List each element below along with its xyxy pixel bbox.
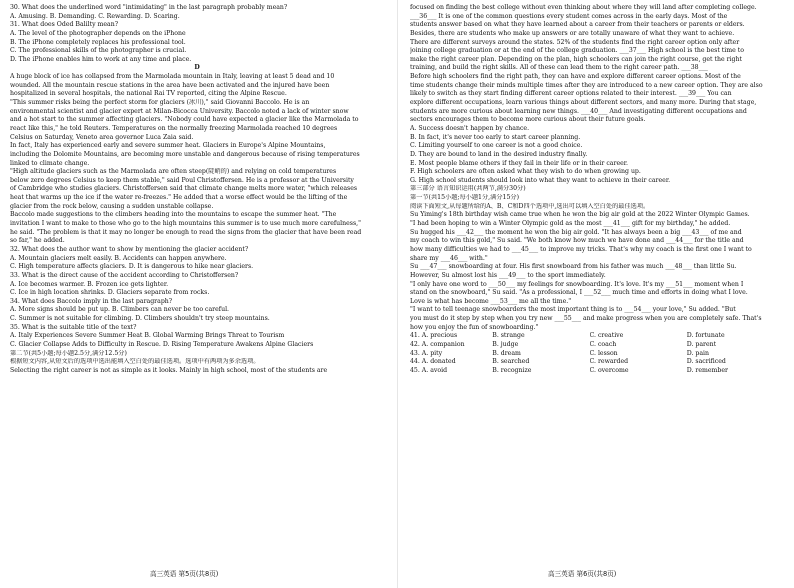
word-bank-option: 43. A. pity: [410, 349, 443, 357]
right-line: students answer based on what they have learned about a career from their teachers or parents or elders.: [410, 21, 745, 29]
word-bank-option: B. recognize: [492, 366, 532, 374]
page-footer-right: 高三英语 第6页(共8页): [548, 570, 617, 578]
left-line: C. Ice in high location shrinks. D. Glaciers separate from rocks.: [10, 289, 210, 297]
right-line: Su hugged his ___42___ the moment he won the big air gold. "It has always been a big ___43___ of me and: [410, 228, 742, 236]
left-line: environmental scientist and glacier expert at Milan-Bicocca University. Baccolo noted a lack of winter snow: [10, 107, 349, 115]
word-bank-option: 41. A. precious: [410, 332, 458, 340]
right-line: F. High schoolers are often asked what they wish to do when growing up.: [410, 168, 641, 176]
word-bank-option: B. strange: [492, 332, 525, 340]
left-line: A. Amusing. B. Demanding. C. Rewarding. D. Scaring.: [10, 12, 180, 20]
left-line: invitation I want to make to those who go to the high mountains this summer is to use much more carefulness,": [10, 220, 361, 228]
right-line: share my ___46___ with.": [410, 254, 488, 262]
right-line: Su ___47___ snowboarding at four. His first snowboard from his father was much ___48___ than little Su.: [410, 263, 737, 271]
right-line: 阅读下面短文,从每题所给的A、B、C和D四个选项中,选出可以填入空白处的最佳选项。: [410, 202, 650, 210]
right-line: A. Success doesn't happen by chance.: [410, 124, 530, 132]
right-line: Besides, there are students who make up answers or are totally unaware of what they want to achieve.: [410, 29, 735, 37]
word-bank-option: C. overcome: [589, 366, 629, 374]
word-bank-option: D. fortunate: [686, 332, 725, 340]
left-line: C. Summer is not suitable for climbing. D. Climbers shouldn't try steep mountains.: [10, 315, 270, 323]
left-line: B. The iPhone completely replaces his professional tool.: [10, 38, 186, 46]
left-line: glacier from the rock below, causing a sudden unstable collapse.: [10, 202, 214, 210]
left-line: In fact, Italy has experienced early and severe summer heat. Glaciers in Europe's Alpine Mountains,: [10, 142, 326, 150]
left-line: linked to climate change.: [10, 159, 90, 167]
left-line: 35. What is the suitable title of the text?: [10, 323, 137, 331]
word-bank-option: D. parent: [686, 340, 717, 348]
word-bank-option: B. judge: [492, 340, 519, 348]
word-bank-option: C. coach: [589, 340, 617, 348]
word-bank-option: C. rewarded: [589, 358, 629, 366]
word-bank: [410, 332, 784, 375]
left-line: 30. What does the underlined word "intimidating" in the last paragraph probably mean?: [10, 4, 288, 11]
right-line: my coach to win this gold," Su said. "We both know how much we have done and ___44___ for the title and: [410, 237, 744, 245]
left-line: including the Dolomite Mountains, are becoming more unstable and dangerous because of rising temperatures: [10, 150, 360, 158]
left-line: A. Ice becomes warmer. B. Frozen ice gets lighter.: [10, 280, 169, 288]
word-bank-option: 44. A. donated: [410, 358, 456, 366]
left-line: A. The level of the photographer depends on the iPhone: [10, 29, 186, 37]
left-line: so far," he added.: [10, 237, 65, 245]
right-line: B. In fact, it's never too early to start career planning.: [410, 133, 581, 141]
right-line: time students change their minds multiple times after they are introduced to a new career option. They are also: [410, 81, 763, 89]
right-line: likely to switch as they start finding different career options related to their interest. ___39___ You can: [410, 90, 732, 98]
word-bank-option: D. pain: [686, 349, 710, 357]
left-line: D. The iPhone enables him to work at any time and place.: [10, 55, 192, 63]
left-line: Selecting the right career is not as simple as it looks. Mainly in high school, most of the students are: [10, 366, 328, 374]
right-line: you must do it step by step when you try new ___55___ and make progress when you are completely safe. That's: [410, 315, 762, 323]
word-bank-option: C. lesson: [589, 349, 618, 357]
left-line: D: [194, 64, 200, 72]
right-line: how many difficulties we had to ___45___ to improve my tricks. That's why my coach is the first one I want to: [410, 245, 752, 253]
left-line: A. Mountain glaciers melt easily. B. Accidents can happen anywhere.: [10, 254, 227, 262]
left-line: A. Italy Experiences Severe Summer Heat B. Global Warming Brings Threat to Tourism: [10, 332, 285, 340]
right-line: make the right career plan. Depending on the plan, high schoolers can join the right course, get the right: [410, 55, 742, 63]
word-bank-option: B. dream: [492, 349, 521, 357]
word-bank-option: B. searched: [492, 358, 530, 366]
right-line: how you enjoy the fun of snowboarding.": [410, 323, 539, 331]
word-bank-option: D. sacrificed: [686, 358, 726, 366]
page-footer-left: 高三英语 第5页(共8页): [150, 570, 219, 578]
right-line: "I had been hoping to win a Winter Olympic gold as the most ___41___ gift for my birthday," he added.: [410, 220, 731, 228]
page-divider: [397, 0, 398, 588]
left-line: C. High temperature affects glaciers. D. It is dangerous to hike near glaciers.: [10, 263, 254, 271]
right-line: G. High school students should look into what they want to achieve in their career.: [410, 176, 671, 184]
word-bank-option: 45. A. avoid: [410, 366, 448, 374]
left-line: hospitalized in several hospitals, the national Rai TV reported, citing the Alpine Rescue.: [10, 90, 287, 98]
word-bank-option: C. creative: [589, 332, 624, 340]
right-line: Before high schoolers find the right path, they can have and explore different career options. Most of the: [410, 73, 741, 81]
left-line: C. The professional skills of the photographer is crucial.: [10, 47, 187, 55]
right-line: C. Limiting yourself to one career is not a good choice.: [410, 142, 583, 150]
right-line: 第三部分 语言知识运用(共两节,满分30分): [410, 185, 526, 193]
right-line: E. Most people blame others if they fail in their life or in their career.: [410, 159, 629, 167]
right-line: There are different surveys around the states. 52% of the students find the right career option only after: [410, 38, 740, 46]
right-line: explore different occupations, learn various things about different sectors, and many more. During that stage,: [410, 99, 757, 107]
left-line: 31. What does Oded Balilty mean?: [10, 21, 119, 29]
right-line: Su Yiming's 18th birthday wish came true when he won the big air gold at the 2022 Winter Olympic Games.: [410, 211, 750, 219]
right-line: training, and build the right skills. All of these can lead them to the right career path. ___38___: [410, 64, 708, 72]
word-bank-option: 42. A. companion: [410, 340, 465, 348]
left-line: 34. What does Baccolo imply in the last paragraph?: [10, 297, 173, 305]
right-line: 第一节(共15小题;每小题1分,满分15分): [410, 194, 519, 202]
right-page: [410, 4, 784, 376]
right-line: "I only have one word to ___50___ my feelings for snowboarding. It's love. It's my ___51___ moment when I: [410, 280, 744, 288]
word-bank-option: D. remember: [686, 366, 729, 374]
left-line: heat that warms up the ice if the water re-freezes." He added that a worse effect would be the lifting of the: [10, 194, 348, 202]
left-line: wounded. All the mountain rescue stations in the area have been activated and the injured have been: [10, 81, 330, 89]
left-line: Baccolo made suggestions to the climbers heading into the mountains to escape the summer heat. "The: [10, 211, 337, 219]
right-line: Love is what has become ___53___ me all the time.": [410, 297, 572, 305]
left-line: 33. What is the direct cause of the accident according to Christoffersen?: [10, 271, 239, 279]
right-line: ___36___ It is one of the common questions every student comes across in the early days. Most of the: [410, 12, 728, 20]
right-line: students are more curious about learning new things. ___40___ And investigating different occupations and: [410, 107, 747, 115]
left-line: below zero degrees Celsius to keep them stable," said Poul Christoffersen. He is a professor at the University: [10, 176, 354, 184]
left-line: C. Glacier Collapse Adds to Difficulty in Rescue. D. Rising Temperature Awakens Alpine Glaciers: [10, 340, 314, 348]
right-line: D. They are bound to land in the desired industry finally.: [410, 150, 588, 158]
right-line: stand on the snowboard," Su said. "As a professional, I ___52___ much time and efforts in doing what I love.: [410, 289, 748, 297]
left-line: A huge block of ice has collapsed from the Marmolada mountain in Italy, leaving at least 5 dead and 10: [10, 73, 335, 81]
left-line: 根据短文内容,从短文后的选项中选出能填入空白处的最佳选项。选项中有两项为多余选项。: [10, 358, 260, 366]
left-line: Celsius on Saturday, Veneto area governor Luca Zaia said.: [10, 133, 194, 141]
left-line: he said. "The problem is that it may no longer be enough to read the signs from the glacier that have been read: [10, 228, 362, 236]
right-line: joining college graduation or at the end of the college graduation. ___37___ High school is the best time to: [410, 47, 744, 55]
left-line: 第二节(共5小题;每小题2.5分,满分12.5分): [10, 349, 127, 357]
right-line: However, Su almost lost his ___49___ to the sport immediately.: [410, 271, 606, 279]
right-line: sectors encourages them to become more curious about their future goals.: [410, 116, 646, 124]
left-line: of Cambridge who studies glaciers. Christoffersen said that climate change melts more water, "which releases: [10, 185, 358, 193]
left-line: A. More signs should be put up. B. Climbers can never be too careful.: [10, 306, 230, 314]
left-line: "This summer risks being the perfect storm for glaciers (冰川)," said Giovanni Baccolo. He is an: [10, 99, 310, 107]
left-line: react like this," he told Reuters. Temperatures on the normally freezing Marmolada reached 10 degrees: [10, 124, 338, 132]
left-line: "High altitude glaciers such as the Marmolada are often steep(陡峭的) and relying on cold temperatures: [10, 168, 337, 176]
right-line: focused on finding the best college without even thinking about where they will land after completing college.: [410, 4, 757, 11]
right-line: "I want to tell teenage snowboarders the most important thing is to ___54___ your love," Su added. "But: [410, 306, 736, 314]
left-line: 32. What does the author want to show by mentioning the glacier accident?: [10, 245, 249, 253]
left-page: [10, 4, 384, 376]
left-line: and a hot start to the summer affecting glaciers. "Nobody could have expected a glacier like the Marmolada to: [10, 116, 359, 124]
